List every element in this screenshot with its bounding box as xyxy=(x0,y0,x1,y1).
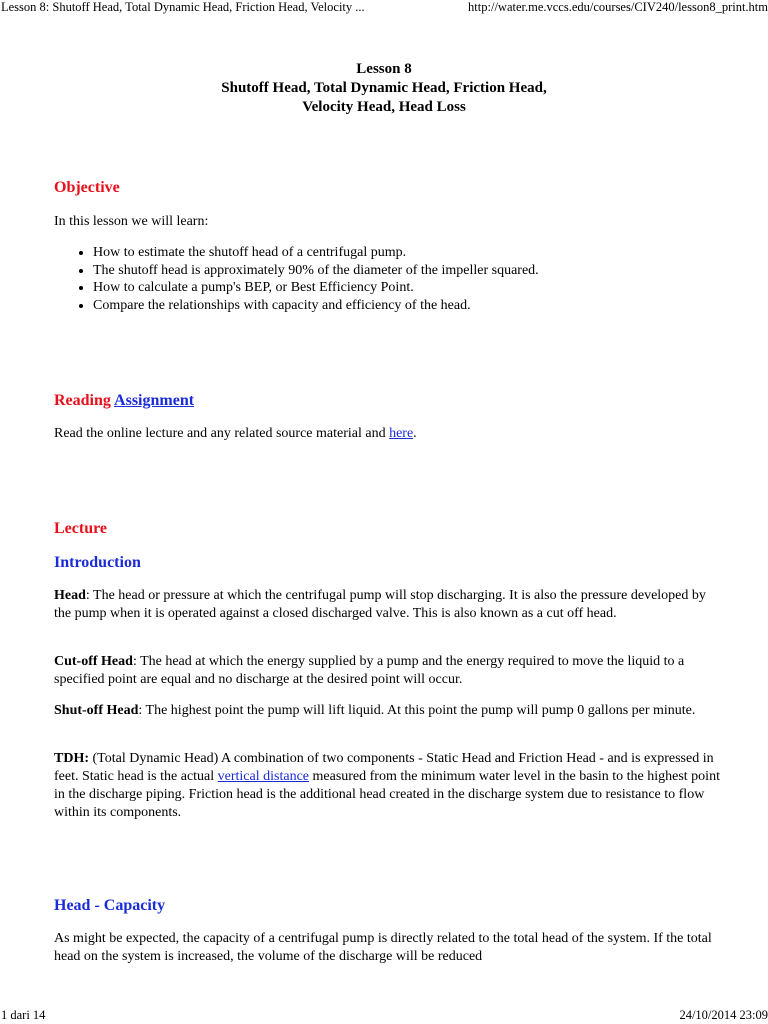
reading-text-after: . xyxy=(413,426,417,441)
cutoff-term: Cut-off Head xyxy=(54,654,133,669)
head-capacity-text: As might be expected, the capacity of a centrifugal pump is directly related to the total head of the system. If the total head on the system is increased, the volume of the discharge will be reduced xyxy=(54,931,712,964)
tdh-text-before: (Total Dynamic Head) A combination of two components - Static Head and Friction Head - and is expressed in feet. Static head is the actual xyxy=(54,751,714,784)
shutoff-term: Shut-off Head xyxy=(54,703,139,718)
here-link[interactable]: here xyxy=(389,426,414,441)
introduction-heading: Introduction xyxy=(54,554,141,571)
title-line-2: Shutoff Head, Total Dynamic Head, Friction Head, xyxy=(221,80,547,96)
title-line-3: Velocity Head, Head Loss xyxy=(302,99,466,115)
tdh-definition xyxy=(54,750,720,822)
cutoff-head-definition xyxy=(54,653,720,689)
shutoff-text: : The highest point the pump will lift liquid. At this point the pump will pump 0 gallons per minute. xyxy=(138,703,696,718)
head-definition xyxy=(54,587,720,623)
objective-intro: In this lesson we will learn: xyxy=(54,214,209,229)
reading-text-before: Read the online lecture and any related source material and xyxy=(54,426,390,441)
reading-text xyxy=(54,425,720,443)
tdh-text-after: measured from the minimum water level in the basin to the highest point in the discharge piping. Friction head is the additional head created in the discharge system due to resistance to flow within its components. xyxy=(54,769,720,820)
tdh-term: TDH: xyxy=(54,751,89,766)
print-header-title: Lesson 8: Shutoff Head, Total Dynamic Head, Friction Head, Velocity ... xyxy=(1,0,365,14)
vertical-distance-link[interactable]: vertical distance xyxy=(217,769,309,784)
list-item: • The shutoff head is approximately 90% of the diameter of the impeller squared. xyxy=(93,262,733,280)
cutoff-text: : The head at which the energy supplied by a pump and the energy required to move the liquid to a specified point are equal and no discharge at the desired point will occur. xyxy=(54,654,685,687)
title-line-1: Lesson 8 xyxy=(356,61,412,77)
print-header-url: http://water.me.vccs.edu/courses/CIV240/lesson8_print.htm xyxy=(468,0,768,14)
list-item: • Compare the relationships with capacity and efficiency of the head. xyxy=(93,297,733,315)
assignment-link[interactable]: Assignment xyxy=(114,392,195,409)
list-item: • How to calculate a pump's BEP, or Best Efficiency Point. xyxy=(93,279,733,297)
list-item: • How to estimate the shutoff head of a centrifugal pump. xyxy=(93,244,733,262)
reading-label: Reading xyxy=(54,392,111,409)
page-number: 1 dari 14 xyxy=(1,1008,46,1022)
shutoff-head-definition xyxy=(54,702,720,720)
print-timestamp: 24/10/2014 23:09 xyxy=(679,1008,768,1022)
head-text: : The head or pressure at which the centrifugal pump will stop discharging. It is also the pressure developed by the pump when it is operated against a closed discharged valve. This is also known as a cut off head. xyxy=(54,588,706,621)
lesson-title xyxy=(54,60,714,117)
head-term: Head xyxy=(54,588,86,603)
objective-list xyxy=(54,244,733,314)
reading-heading xyxy=(54,392,194,410)
objective-heading: Objective xyxy=(54,179,120,196)
head-capacity-heading: Head - Capacity xyxy=(54,897,166,914)
lecture-heading: Lecture xyxy=(54,520,108,537)
